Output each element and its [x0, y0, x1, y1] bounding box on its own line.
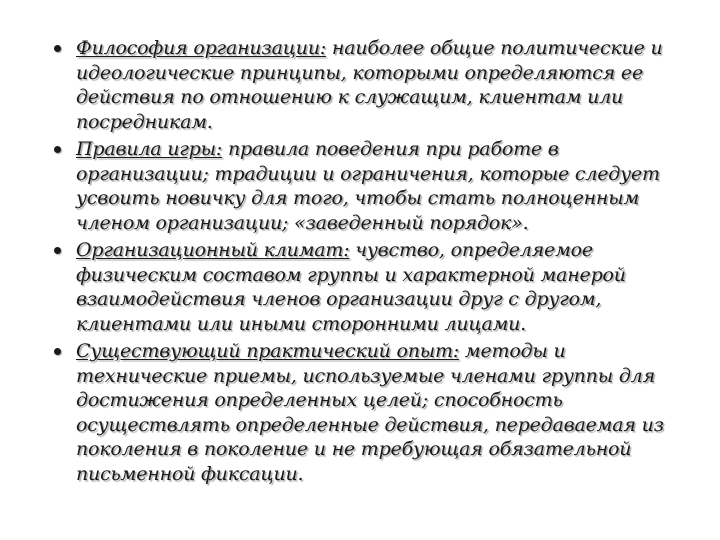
- bullet-dot-icon: [54, 146, 61, 153]
- bullet-list: [54, 36, 694, 486]
- bullet-term: Философия организации:: [76, 37, 327, 59]
- bullet-term: Правила игры:: [76, 138, 223, 160]
- bullet-dot-icon: [54, 45, 61, 52]
- bullet-term: Организационный климат:: [76, 239, 350, 261]
- bullet-dot-icon: [54, 348, 61, 355]
- bullet-text: чувство, определяемое физическим составом группы и характерной манерой взаимодействия членов организации друг с другом, клиентами или иными сторонними лицами.: [76, 239, 626, 335]
- bullet-text: правила поведения при работе в организации; традиции и ограничения, которые следует усвоить новичку для того, чтобы стать полноценным членом организации; «заведенный порядок».: [76, 138, 660, 234]
- bullet-item-experience: [54, 339, 694, 486]
- bullet-dot-icon: [54, 247, 61, 254]
- bullet-text: наиболее общие политические и идеологические принципы, которыми определяются ее действия по отношению к служащим, клиентам или посредникам.: [76, 37, 663, 133]
- bullet-item-philosophy: [54, 36, 694, 134]
- bullet-text: методы и технические приемы, используемые членами группы для достижения определенных целей; способность осуществлять определенные действия, передаваемая из поколения в поколение и не требующая обязательной письменной фиксации.: [76, 340, 664, 485]
- bullet-item-rules: [54, 137, 694, 235]
- bullet-item-climate: [54, 238, 694, 336]
- bullet-term: Существующий практический опыт:: [76, 340, 460, 362]
